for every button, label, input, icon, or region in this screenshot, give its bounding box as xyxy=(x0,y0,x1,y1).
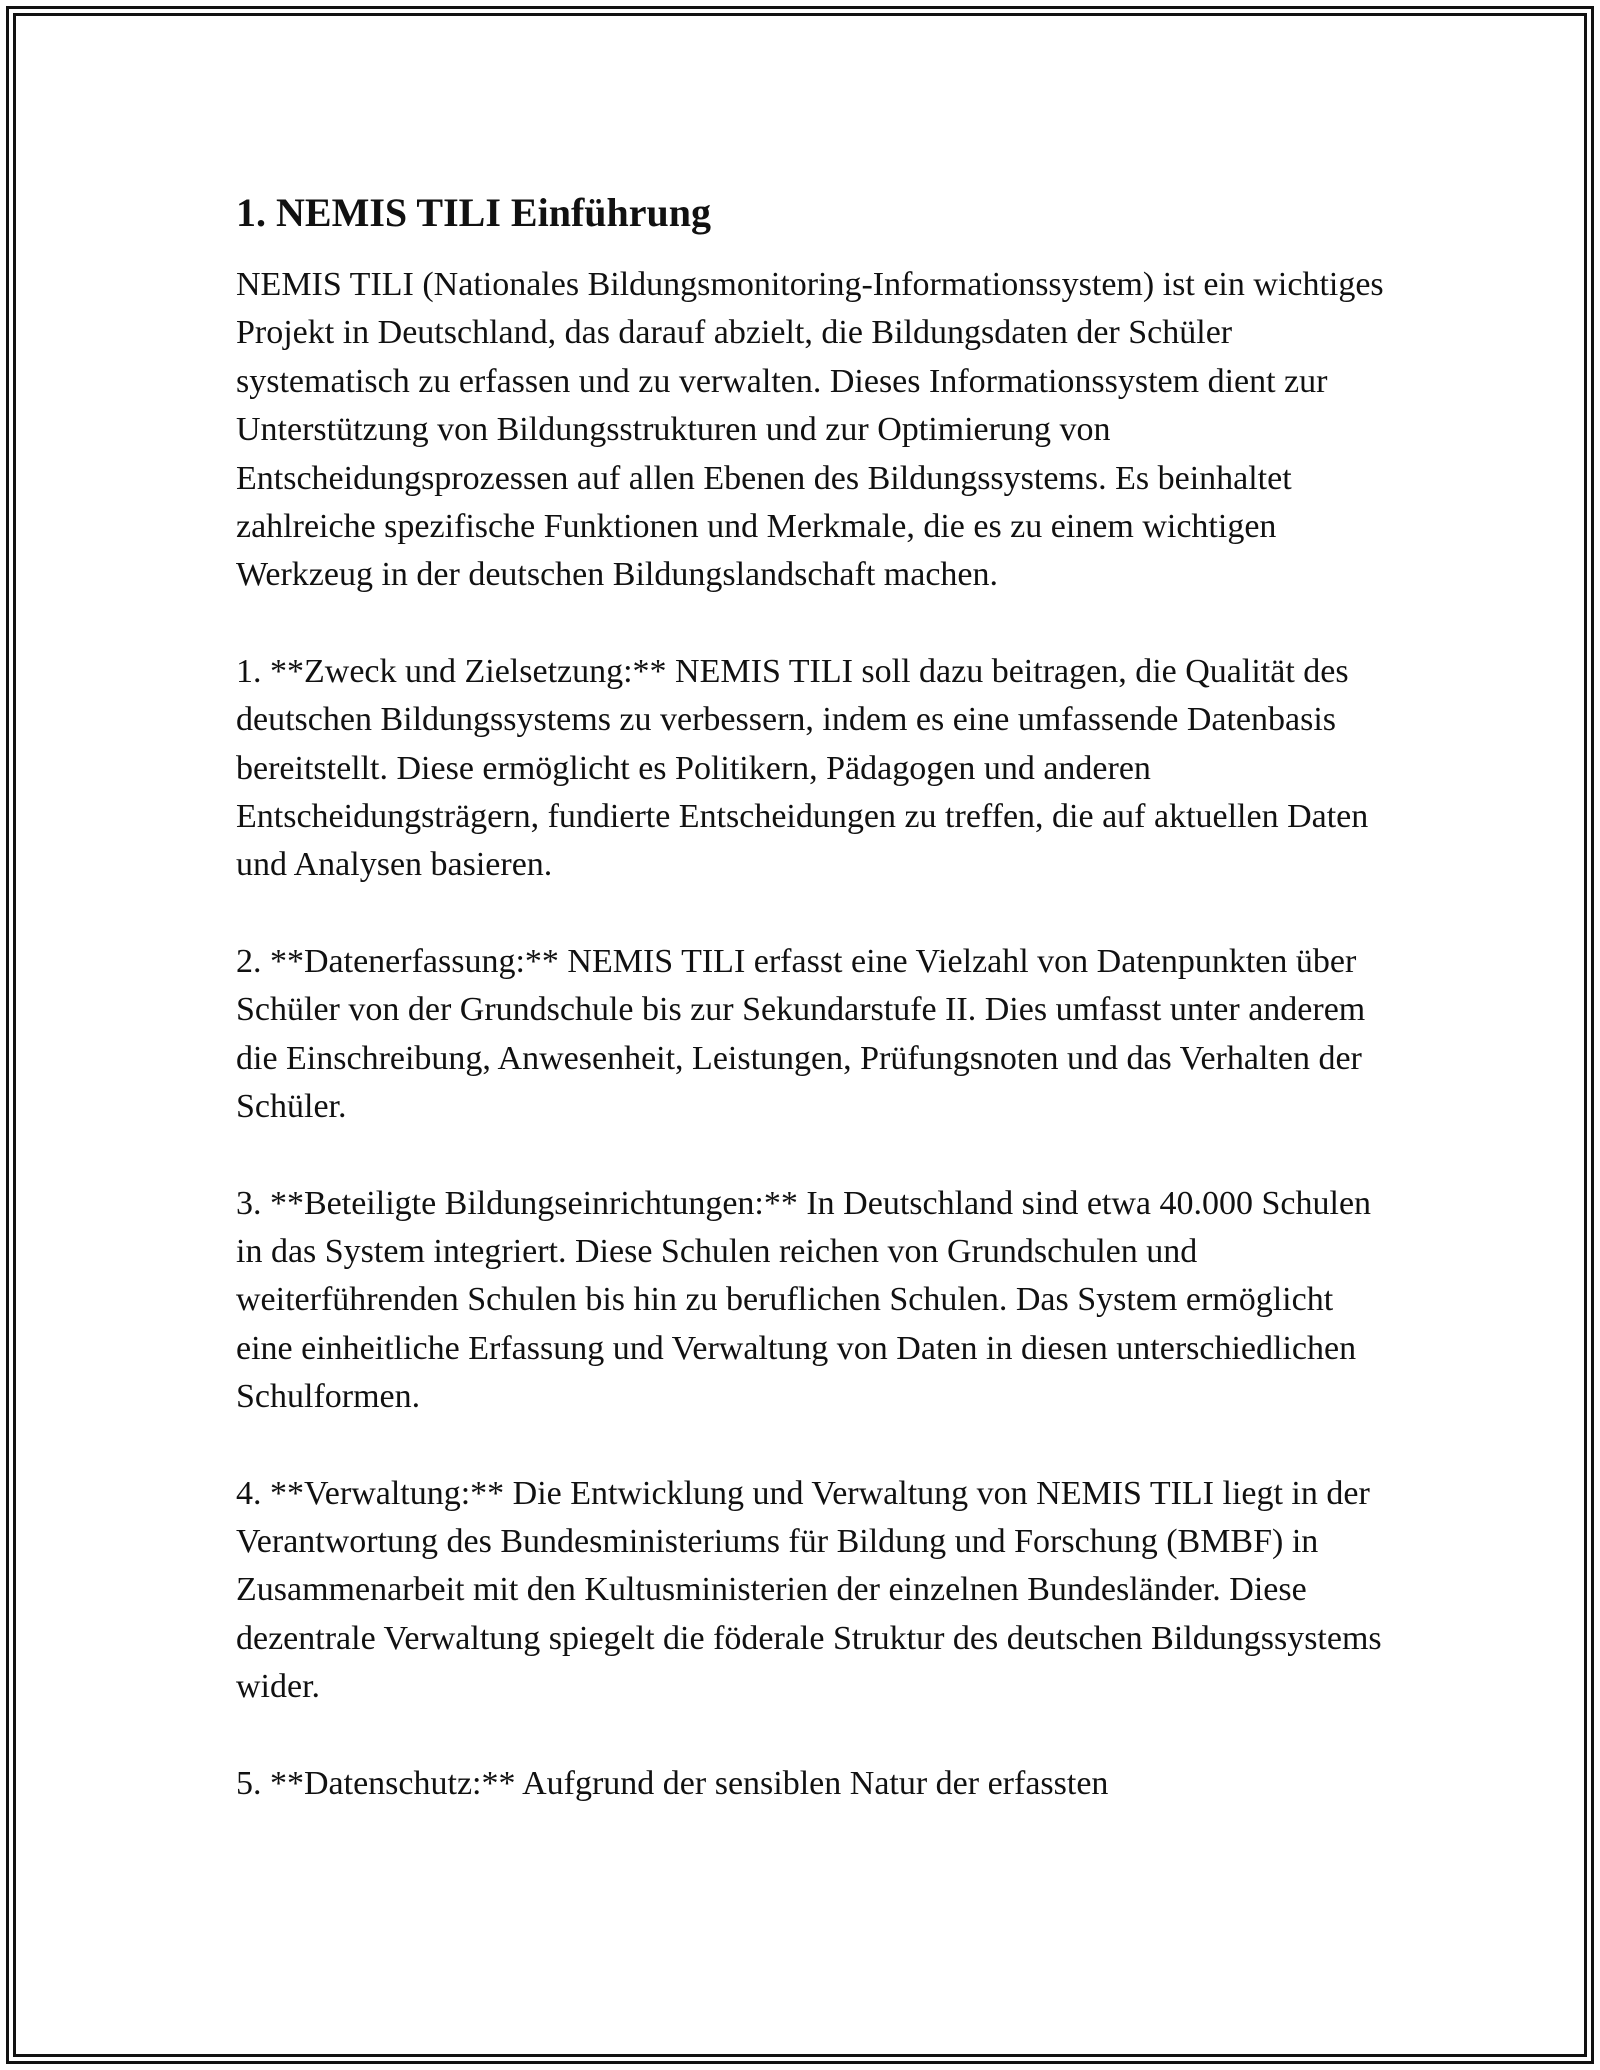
intro-paragraph: NEMIS TILI (Nationales Bildungsmonitoring-Informationssystem) ist ein wichtiges Projekt in Deutschland, das darauf abzielt, die Bildungsdaten der Schüler systematisch zu erfassen und zu verwalten. Dieses Informationssystem dient zur Unterstützung von Bildungsstrukturen und zur Optimierung von Entscheidungsprozessen auf allen Ebenen des Bildungssystems. Es beinhaltet zahlreiche spezifische Funktionen und Merkmale, die es zu einem wichtigen Werkzeug in der deutschen Bildungslandschaft machen. xyxy=(236,266,1384,594)
list-item-purpose: 1. **Zweck und Zielsetzung:** NEMIS TILI soll dazu beitragen, die Qualität des deutschen Bildungssystems zu verbessern, indem es eine umfassende Datenbasis bereitstellt. Diese ermöglicht es Politikern, Pädagogen und anderen Entscheidungsträgern, fundierte Entscheidungen zu treffen, die auf aktuellen Daten und Analysen basieren. xyxy=(236,652,1369,884)
section-heading: 1. NEMIS TILI Einführung xyxy=(236,190,711,235)
list-item-administration: 4. **Verwaltung:** Die Entwicklung und Verwaltung von NEMIS TILI liegt in der Verantwortung des Bundesministeriums für Bildung und Forschung (BMBF) in Zusammenarbeit mit den Kultusministerien der einzelnen Bundesländer. Diese dezentrale Verwaltung spiegelt die föderale Struktur des deutschen Bildungssystems wider. xyxy=(236,1474,1382,1706)
list-item-data-protection: 5. **Datenschutz:** Aufgrund der sensiblen Natur der erfassten xyxy=(236,1764,1109,1802)
document-body xyxy=(236,183,1386,1808)
list-item-institutions: 3. **Beteiligte Bildungseinrichtungen:** In Deutschland sind etwa 40.000 Schulen in das System integriert. Diese Schulen reichen von Grundschulen und weiterführenden Schulen bis hin zu beruflichen Schulen. Das System ermöglicht eine einheitliche Erfassung und Verwaltung von Daten in diesen unterschiedlichen Schulformen. xyxy=(236,1184,1372,1416)
list-item-data-collection: 2. **Datenerfassung:** NEMIS TILI erfasst eine Vielzahl von Datenpunkten über Schüler von der Grundschule bis zur Sekundarstufe II. Dies umfasst unter anderem die Einschreibung, Anwesenheit, Leistungen, Prüfungsnoten und das Verhalten der Schüler. xyxy=(236,942,1366,1126)
